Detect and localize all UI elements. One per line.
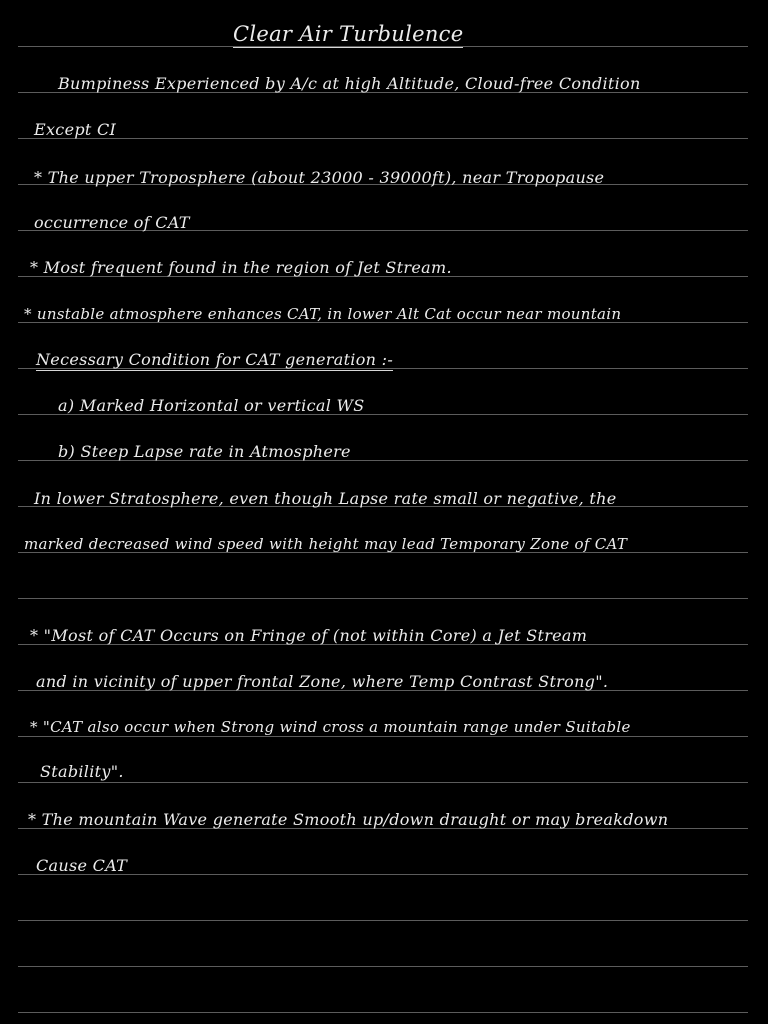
ruled-line (18, 920, 748, 921)
page-title: Clear Air Turbulence (233, 22, 464, 46)
note-line: * "Most of CAT Occurs on Fringe of (not within Core) a Jet Stream (30, 626, 588, 645)
note-line: Except CI (34, 120, 117, 139)
note-line: * The mountain Wave generate Smooth up/down draught or may breakdown (28, 810, 669, 829)
ruled-line (18, 966, 748, 967)
note-line: marked decreased wind speed with height may lead Temporary Zone of CAT (24, 535, 628, 553)
ruled-line (18, 782, 748, 783)
note-line: In lower Stratosphere, even though Lapse rate small or negative, the (34, 489, 617, 508)
section-heading: Necessary Condition for CAT generation :- (36, 350, 394, 369)
note-line: and in vicinity of upper frontal Zone, where Temp Contrast Strong". (36, 672, 609, 691)
ruled-line (18, 138, 748, 139)
note-line: Cause CAT (36, 856, 128, 875)
ruled-line (18, 1012, 748, 1013)
note-line: * The upper Troposphere (about 23000 - 39000ft), near Tropopause (34, 168, 605, 187)
list-item: b) Steep Lapse rate in Atmosphere (58, 442, 351, 461)
note-line: * unstable atmosphere enhances CAT, in lower Alt Cat occur near mountain (24, 305, 622, 323)
note-line: * "CAT also occur when Strong wind cross a mountain range under Suitable (30, 718, 631, 736)
ruled-line (18, 736, 748, 737)
list-item: a) Marked Horizontal or vertical WS (58, 396, 365, 415)
note-line: * Most frequent found in the region of Jet Stream. (30, 258, 452, 277)
note-line: Bumpiness Experienced by A/c at high Altitude, Cloud-free Condition (58, 74, 641, 93)
note-line: occurrence of CAT (34, 213, 190, 232)
ruled-line (18, 874, 748, 875)
ruled-line (18, 598, 748, 599)
note-line: Stability". (40, 762, 124, 781)
